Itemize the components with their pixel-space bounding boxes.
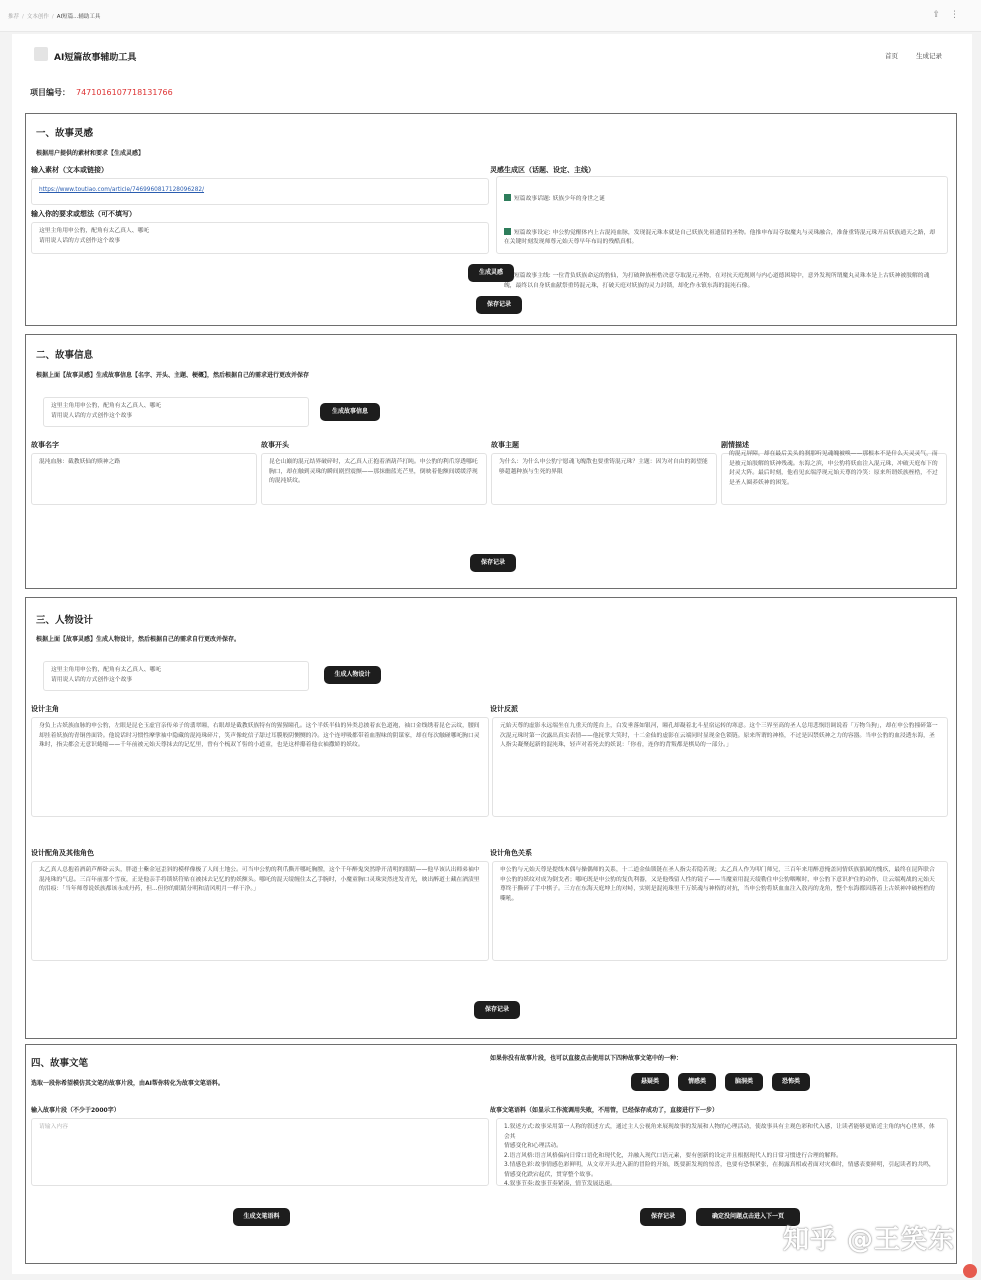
story-opening-field[interactable]: 昆仑山巅的混元结界破碎时，太乙真人正抱着酒葫芦打盹。申公豹的利爪穿透哪吒胸口，却在触到灵珠的瞬间剧烈震颤——那抹幽蓝光芒里，倒映着他额间缓缓浮现的混沌妖纹。: [261, 453, 487, 505]
story-opening-label: 故事开头: [261, 441, 289, 449]
section-title: 四、故事文笔: [31, 1058, 89, 1069]
style-emotion-button[interactable]: 情感类: [678, 1073, 716, 1091]
fragment-label: 输入故事片段（不少于2000字）: [31, 1107, 120, 1114]
app-page: [12, 34, 972, 1274]
material-input[interactable]: [31, 178, 489, 205]
antagonist-label: 设计反派: [490, 705, 518, 713]
watermark: 知乎 @王笑东: [782, 1225, 955, 1255]
style-brainhole-button[interactable]: 脑洞类: [725, 1073, 763, 1091]
material-label: 输入素材（文本或链接）: [31, 166, 108, 174]
project-label: 项目编号：: [30, 88, 70, 97]
breadcrumb-item[interactable]: 推荐: [8, 14, 20, 20]
style-output-field[interactable]: 1.叙述方式:故事采用第一人称的叙述方式，通过主人公视角来展现故事的发展和人物的心理活动，使故事具有主观色彩和代入感，让读者能够更贴近主角的内心世界，体会其 情感变化和心理活动。 2.语言风格:语言风格偏向日常口语化和现代化，并融入现代口语元素，要有创新的设定并且根据现代人的日常习惯进行合理的解释。 3.情感色彩:故事情感色彩鲜明，从文章开头进入新的冒险的开始，既要新发现的惊喜，也要有恐惧紧张，在揭露真相或者面对灾难时，情感表要鲜明，引起读者的共鸣，情感变化跌宕起伏，贯穿整个故事。 4.叙事节奏:故事节奏紧凑，情节发展迅速。: [496, 1118, 948, 1186]
story-theme-label: 故事主题: [491, 441, 519, 449]
app-logo: [34, 47, 48, 61]
style-output-label: 故事文笔语料（如显示工作流调用失败，不用管，已经保存成功了，直接进行下一步）: [490, 1107, 719, 1114]
fragment-placeholder: 请输入内容: [39, 1124, 68, 1130]
support-label: 设计配角及其他角色: [31, 849, 94, 857]
project-id-row: [30, 87, 173, 98]
app-title: AI短篇故事辅助工具: [54, 53, 137, 63]
more-icon[interactable]: ⋮: [950, 10, 959, 20]
save-button[interactable]: 保存记录: [640, 1208, 686, 1226]
story-info-input[interactable]: 这里主角用申公豹，配角有太乙真人、哪吒 请用说人话的方式创作这个故事: [43, 397, 309, 427]
section-story-info: [25, 334, 957, 589]
protagonist-field[interactable]: 身负上古妖族血脉的申公豹，左眼是昆仑玉虚宫亲传弟子的翡翠瞳，右眼却是截教妖族特有的猩猩瞳孔。这个半妖半仙的异类总披着玄色道袍，袖口金线绣着昆仑云纹，腰间却挂着妖族的青铜兽面铃。他说话时习惯性摩挲袖中隐藏的混沌珠碎片，笑声像蛇信子舔过耳膜般阴恻恻的冷。这个连呼吸都带着血腥味的阴谋家，却在每次触碰哪吒胸口灵珠时，指尖都会无意识蜷缩——千年前被元始天尊抹去的记忆里，曾有个梳双丫髻的小道童，也是这样攥着他衣袖撒娇的妖纹。: [31, 717, 489, 817]
style-hint: 如果你没有故事片段，也可以直接点击使用以下四种故事文笔中的一种：: [490, 1055, 683, 1062]
plot-label: 剧情描述: [721, 441, 749, 449]
inspiration-item: 短篇故事话题: 妖族少年的身世之谜: [504, 194, 940, 205]
doc-icon: [504, 228, 511, 235]
relation-label: 设计角色关系: [490, 849, 532, 857]
top-actions: [922, 10, 959, 20]
inspiration-output[interactable]: [496, 176, 948, 289]
project-number: 7471016107718131766: [76, 88, 173, 97]
top-nav: [867, 51, 942, 60]
protagonist-label: 设计主角: [31, 705, 59, 713]
inspiration-item: 短篇故事设定: 申公豹觉醒体内上古混沌血脉，发现混元珠本就是自己妖族先祖遗留的圣物。他推申布局夺取魔丸与灵珠融合，准备重铸混元珠开启妖族通天之路，却在关键时刻发现师尊元始天尊早年布局的残酷真相。: [504, 229, 936, 246]
section-title: 三、人物设计: [36, 615, 94, 626]
doc-icon: [504, 194, 511, 201]
relation-field[interactable]: 申公豹与元始天尊是提线木偶与操偶师的关系，十二道金仙锁链在圣人指尖若隐若现；太乙真人作为叩门师兄，三百年来用醉意掩盖同情妖族豁属的愧疚，最终在昆阵联合申公豹的妖纹对成为倒戈者；哪吒既是申公豹的复仇利器，又是他残留人性的镜子——当魔童用混天绫勒住申公豹咽喉时，申公豹下意识护住的动作，让云端观战的元始天尊终于撕碎了手中棋子。三方在东海天庭坤上的对峙，实则是混沌珠里千万妖魂与神格的对抗，当申公豹将妖血血注入敖丙的龙角，整个东海都因落着上古妖神冲破桎梏的嘶吼。: [492, 861, 948, 961]
breadcrumb-current: AI短篇...辅助工具: [56, 14, 101, 20]
breadcrumb-item[interactable]: 文本创作: [26, 14, 49, 20]
requirement-label: 输入你的要求或想法（可不填写）: [31, 210, 136, 218]
story-theme-field[interactable]: 为什么：为什么申公豹宁愿魂飞魄散也要重铸混元珠？主题：因为对自由的渴望能够超越种族与生死的界限: [491, 453, 717, 505]
section-title: 二、故事信息: [36, 350, 94, 361]
section-title: 一、故事灵感: [36, 128, 94, 139]
section-desc: 根据上面【故事灵感】生成故事信息【名字、开头、主题、梗概】，然后根据自己的需求进行更改并保存: [36, 372, 310, 379]
story-name-field[interactable]: 混沌血脉：截教妖仙的赎神之路: [31, 453, 257, 505]
floating-badge-icon[interactable]: [963, 1264, 977, 1278]
save-button[interactable]: 保存记录: [474, 1001, 520, 1019]
style-horror-button[interactable]: 恐怖类: [772, 1073, 810, 1091]
character-input[interactable]: 这里主角用申公豹，配角有太乙真人、哪吒 请用说人话的方式创作这个故事: [43, 661, 309, 691]
plot-field[interactable]: 的混元屏障，却在最后关头的刹那听见魂魄被唤——那根本不是什么天灵灵气，而是被元始肢解的妖神残魂。东海之滨，申公豹将妖血注入混元珠，冲破天庭布下的封灵大阵。最后时刻，他看见玄端浮现元始天尊的冷笑：原来所谓妖族桎梏，不过是圣人圈养妖神的困笼。: [721, 453, 947, 505]
browser-topbar: [0, 0, 981, 32]
section-desc: 选取一段你希望模仿其文笔的故事片段，由AI帮你转化为故事文笔语料。: [31, 1080, 224, 1087]
requirement-input[interactable]: 这里主角用申公豹，配角有太乙真人、哪吒 请用说人话的方式创作这个故事: [31, 222, 489, 254]
generate-story-info-button[interactable]: 生成故事信息: [320, 403, 380, 421]
story-name-label: 故事名字: [31, 441, 59, 449]
generate-character-button[interactable]: 生成人物设计: [324, 666, 381, 684]
section-desc: 根据上面【故事灵感】生成人物设计，然后根据自己的需求自行更改并保存。: [36, 636, 241, 643]
section-desc: 根据用户提供的素材和要求【生成灵感】: [36, 150, 145, 157]
antagonist-field[interactable]: 元始天尊的虚影永远端坐在九重天的莲台上，白发垂落如银河，瞳孔却凝着北斗星宿运转的寒意。这个三界至高的圣人总用悲悯语调说着「万物刍狗」，却在申公豹撞碎第一次混元珠时第一次露出真实表情——他抚掌大笑时，十二金仙的虚影在云端同时显现金色锁链。原来所谓的神格，不过是囚禁妖神之力的容器。当申公豹的血浸透东海，圣人指尖凝聚起新的混沌珠，轻声对着死去的妖说：「你看，连你的背叛都是棋局的一部分。」: [492, 717, 948, 817]
nav-records[interactable]: 生成记录: [916, 52, 942, 60]
support-field[interactable]: 太乙真人总抱着酒葫芦醉卧云头，胖道士紫金冠歪斜的模样像极了人间土地公。可当申公豹的利爪撕开哪吒胸膛，这个千年醉鬼突然睁开清明的眼睛——他早该认出师弟袖中混沌珠的气息。三百年前那个雪夜，正是他亲手将锁妖符贴在被抹去记忆的豹妖额头。哪吒的混天绫缠住太乙手腕时，小魔童胸口灵珠突然迸发青光，映出醉道士藏在酒渍里的泪痕：「当年师尊说妖族都该永成丹药，但...但你的眼睛分明和清风明月一样干净。」: [31, 861, 489, 961]
generate-style-button[interactable]: 生成文笔语料: [233, 1208, 290, 1226]
next-page-button[interactable]: 确定没问题点击进入下一页: [696, 1208, 800, 1226]
breadcrumb: 推荐 / 文本创作 / AI短篇...辅助工具: [8, 14, 101, 20]
nav-home[interactable]: 首页: [885, 52, 898, 60]
section-inspiration: [25, 113, 957, 326]
save-button[interactable]: 保存记录: [470, 554, 516, 572]
generate-inspiration-button[interactable]: 生成灵感: [468, 264, 514, 282]
material-link[interactable]: https://www.toutiao.com/article/7469960817128096282/: [39, 187, 205, 193]
fragment-input[interactable]: [31, 1118, 489, 1186]
section-characters: [25, 597, 957, 1039]
inspiration-label: 灵感生成区（话题、设定、主线）: [490, 166, 595, 174]
save-button[interactable]: 保存记录: [476, 296, 522, 314]
inspiration-item: 短篇故事主线: 一位背负妖族命运的豹仙，为打破种族桎梏决意夺取混元圣物，在对抗天庭规则与内心道德困境中，意外发现所谓魔丸灵珠本是上古妖神被肢解的魂魄，最终以自身妖血献祭重铸混元珠，打破天庭对妖族的灵力封锁，却化作永镇东海的混沌石像。: [504, 273, 930, 289]
share-icon[interactable]: ⇪: [932, 10, 940, 20]
style-suspense-button[interactable]: 悬疑类: [631, 1073, 669, 1091]
